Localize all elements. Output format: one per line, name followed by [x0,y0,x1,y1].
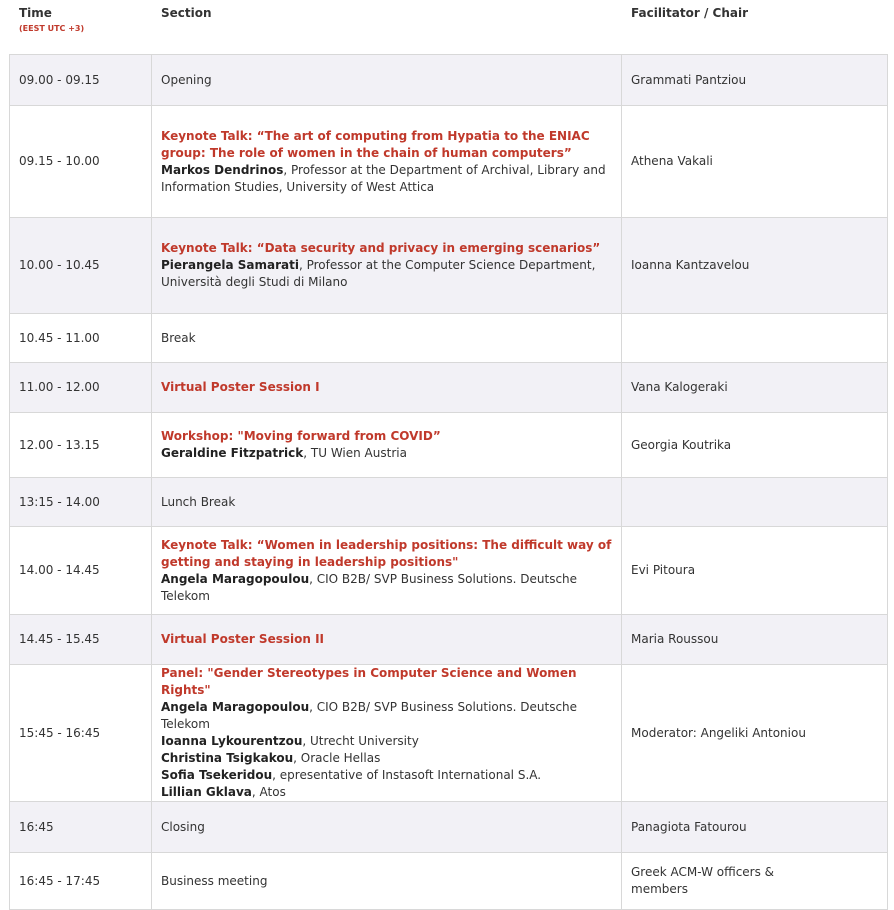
table-row [10,615,888,665]
timezone-label: (EEST UTC +3) [19,24,85,33]
session-label: Closing [161,819,205,834]
speaker-affiliation: , Atos [251,785,286,799]
table-row [10,413,888,478]
section-cell [152,665,622,802]
session-label: Break [161,330,196,345]
chair-cell: Maria Roussou [622,615,888,665]
section-cell [152,527,622,615]
speaker-line [161,445,612,462]
chair-cell: Vana Kalogeraki [622,363,888,413]
speaker-affiliation: , Oracle Hellas [293,751,381,765]
table-row [10,478,888,527]
speaker-line [161,750,612,767]
section-cell [152,802,622,853]
speaker-name: Angela Maragopoulou [161,571,310,586]
speaker-affiliation: , epresentative of Instasoft International S.A. [272,768,542,782]
speaker-line [161,699,612,733]
session-title: Keynote Talk: “Women in leadership positions: The difficult way of getting and staying in leadership positions" [161,537,612,569]
speaker-line [161,571,612,605]
session-label: Opening [161,72,212,87]
table-header [9,0,887,54]
chair-cell: Greek ACM-W officers & members [622,853,888,910]
speaker-line [161,257,612,291]
session-title: Workshop: "Moving forward from COVID” [161,429,441,443]
column-header-chair: Facilitator / Chair [631,6,748,20]
section-cell [152,314,622,363]
speaker-name: Pierangela Samarati [161,258,299,272]
session-title: Virtual Poster Session I [161,380,320,394]
schedule-table [9,54,888,910]
speaker-affiliation: , Professor at the Computer Science Department, Università degli Studi di Milano [161,258,596,289]
chair-cell: Athena Vakali [622,106,888,218]
speaker-line [161,767,612,784]
session-label: Business meeting [161,873,268,888]
table-row [10,106,888,218]
time-cell: 13:15 - 14.00 [10,478,152,527]
time-cell: 14.45 - 15.45 [10,615,152,665]
chair-cell: Georgia Koutrika [622,413,888,478]
chair-cell [622,314,888,363]
time-cell: 09.15 - 10.00 [10,106,152,218]
table-row [10,55,888,106]
section-cell [152,106,622,218]
section-cell [152,413,622,478]
speaker-name: Geraldine Fitzpatrick [161,446,304,460]
chair-cell: Ioanna Kantzavelou [622,218,888,314]
chair-cell [622,478,888,527]
speaker-affiliation: , Professor at the Department of Archival, Library and Information Studies, University of West Attica [161,162,606,194]
session-label: Lunch Break [161,494,236,509]
speaker-line [161,733,612,750]
speaker-line [161,162,612,196]
session-title: Virtual Poster Session II [161,632,325,646]
table-row [10,363,888,413]
table-row [10,527,888,615]
session-title: Keynote Talk: “Data security and privacy in emerging scenarios” [161,241,601,255]
session-title: Panel: "Gender Stereotypes in Computer Science and Women Rights" [161,666,577,697]
speaker-name: Markos Dendrinos [161,162,284,177]
chair-cell: Grammati Pantziou [622,55,888,106]
speaker-name: Angela Maragopoulou [161,700,310,714]
table-row [10,218,888,314]
time-cell: 16:45 [10,802,152,853]
section-cell [152,363,622,413]
table-row [10,314,888,363]
time-cell: 15:45 - 16:45 [10,665,152,802]
time-cell: 16:45 - 17:45 [10,853,152,910]
speaker-name: Ioanna Lykourentzou [161,734,303,748]
section-cell [152,478,622,527]
section-cell [152,55,622,106]
speaker-affiliation: , CIO B2B/ SVP Business Solutions. Deutsche Telekom [161,571,578,603]
time-cell: 10.45 - 11.00 [10,314,152,363]
chair-cell: Evi Pitoura [622,527,888,615]
schedule-body [10,55,888,910]
speaker-line [161,784,612,801]
speaker-name: Lillian Gklava [161,785,252,799]
speaker-affiliation: , Utrecht University [302,734,419,748]
table-row [10,853,888,910]
time-cell: 12.00 - 13.15 [10,413,152,478]
chair-cell: Moderator: Angeliki Antoniou [622,665,888,802]
table-row [10,802,888,853]
speaker-affiliation: , CIO B2B/ SVP Business Solutions. Deutsche Telekom [161,700,578,731]
chair-cell: Panagiota Fatourou [622,802,888,853]
session-title: Keynote Talk: “The art of computing from Hypatia to the ENIAC group: The role of women in the chain of human computers” [161,128,590,160]
table-row [10,665,888,802]
speaker-name: Christina Tsigkakou [161,751,294,765]
speaker-affiliation: , TU Wien Austria [303,446,407,460]
column-header-section: Section [161,6,212,20]
section-cell [152,218,622,314]
column-header-time: Time [19,6,52,20]
time-cell: 11.00 - 12.00 [10,363,152,413]
section-cell [152,615,622,665]
speaker-name: Sofia Tsekeridou [161,768,273,782]
time-cell: 10.00 - 10.45 [10,218,152,314]
schedule [9,0,887,910]
section-cell [152,853,622,910]
time-cell: 09.00 - 09.15 [10,55,152,106]
time-cell: 14.00 - 14.45 [10,527,152,615]
